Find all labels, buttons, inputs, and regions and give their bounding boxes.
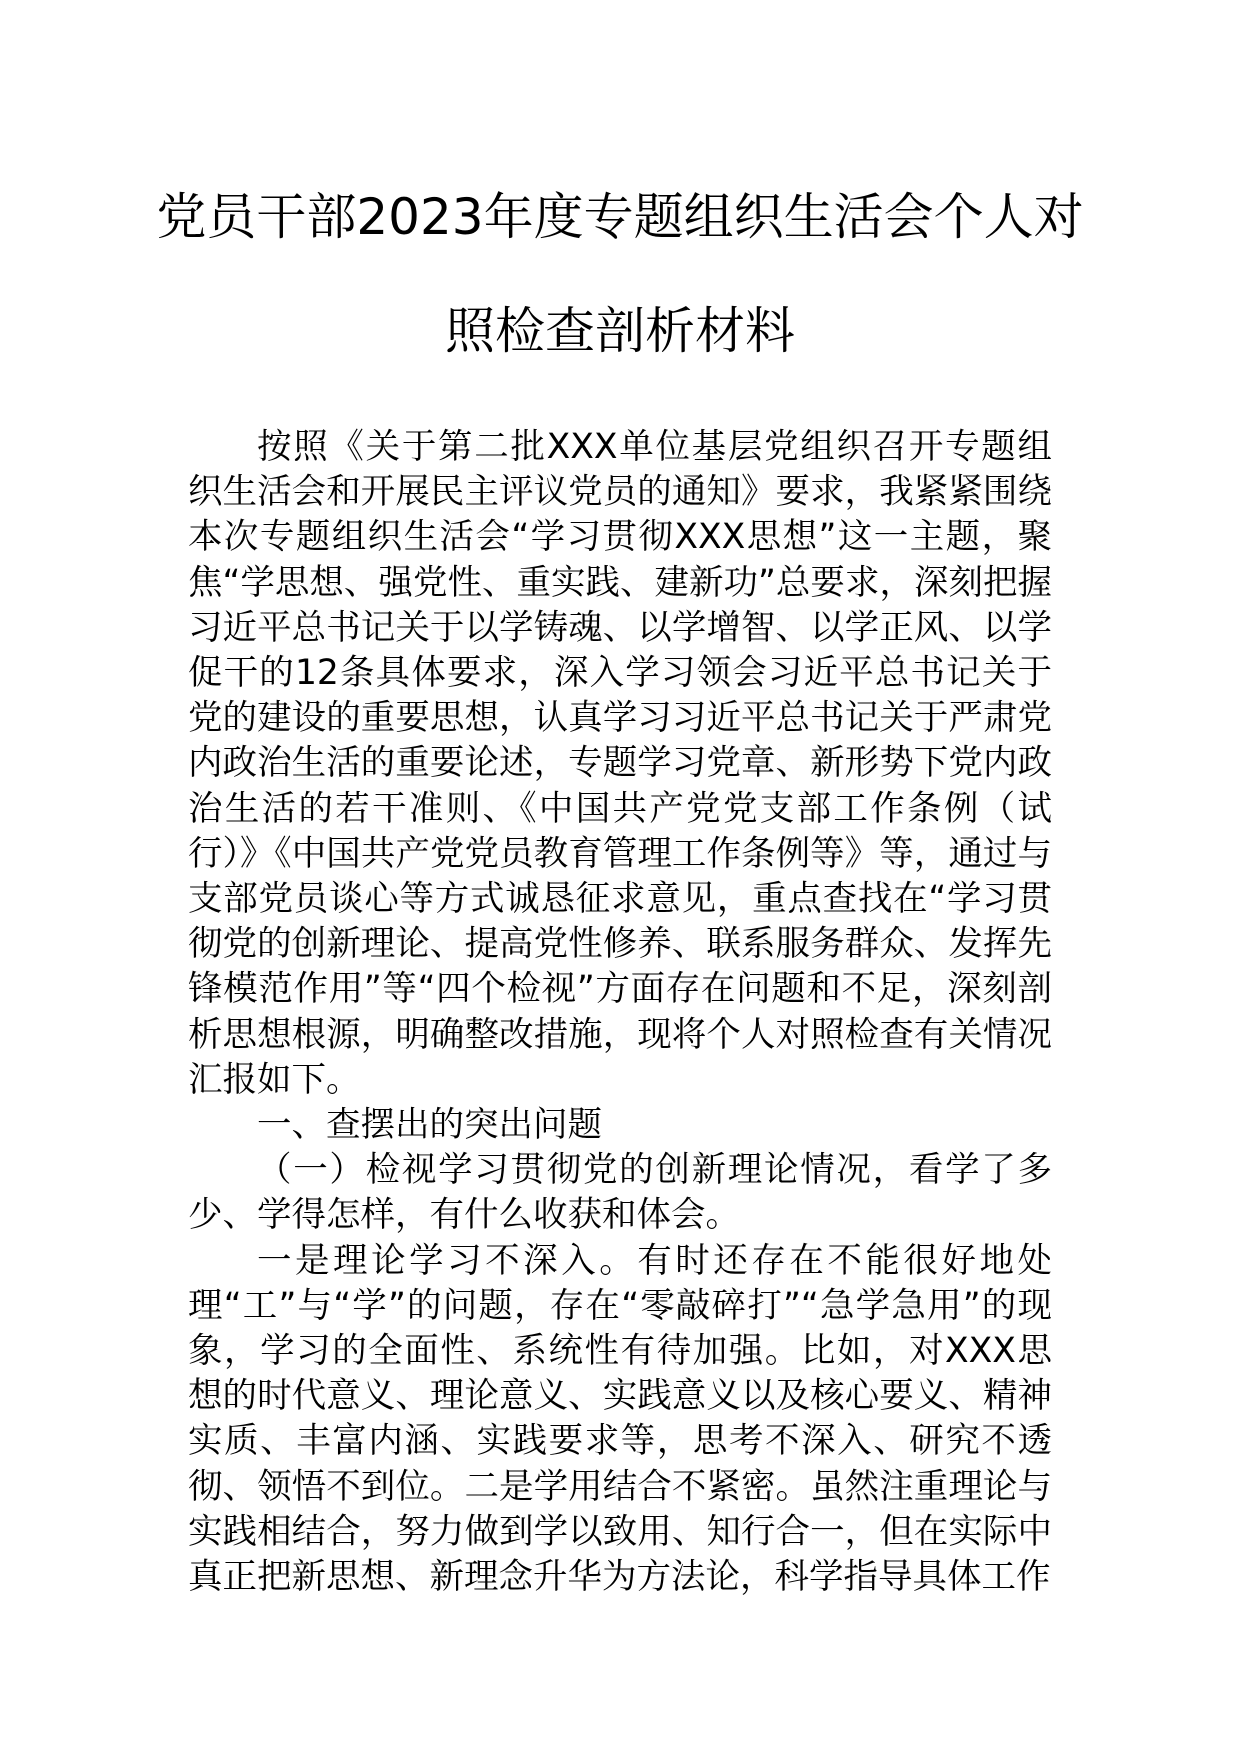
document-title-line-1: 党员干部2023年度专题组织生活会个人对 xyxy=(156,188,1084,246)
document-body xyxy=(188,425,1052,1600)
paragraph-issues: 一是理论学习不深入。有时还存在不能很好地处理“工”与“学”的问题，存在“零敲碎打”“急学急用”的现象，学习的全面性、系统性有待加强。比如，对XXX思想的时代意义、理论意义、实践意义以及核心要义、精神实质、丰富内涵、实践要求等，思考不深入、研究不透彻、领悟不到位。二是学用结合不紧密。虽然注重理论与实践相结合，努力做到学以致用、知行合一，但在实际中真正把新思想、新理念升华为方法论，科学指导具体工作 xyxy=(188,1240,1052,1598)
subsection-heading-1: （一）检视学习贯彻党的创新理论情况，看学了多少、学得怎样，有什么收获和体会。 xyxy=(188,1150,1052,1236)
document-title-line-2: 照检查剖析材料 xyxy=(445,302,795,360)
paragraph-intro: 按照《关于第二批XXX单位基层党组织召开专题组织生活会和开展民主评议党员的通知》要求，我紧紧围绕本次专题组织生活会“学习贯彻XXX思想”这一主题，聚焦“学思想、强党性、重实践、建新功”总要求，深刻把握习近平总书记关于以学铸魂、以学增智、以学正风、以学促干的12条具体要求，深入学习领会习近平总书记关于党的建设的重要思想，认真学习习近平总书记关于严肃党内政治生活的重要论述，专题学习党章、新形势下党内政治生活的若干准则、《中国共产党党支部工作条例（试行）》《中国共产党党员教育管理工作条例等》等，通过与支部党员谈心等方式诚恳征求意见，重点查找在“学习贯彻党的创新理论、提高党性修养、联系服务群众、发挥先锋模范作用”等“四个检视”方面存在问题和不足，深刻剖析思想根源，明确整改措施，现将个人对照检查有关情况汇报如下。 xyxy=(188,427,1052,1100)
section-heading-1: 一、查摆出的突出问题 xyxy=(257,1105,602,1146)
